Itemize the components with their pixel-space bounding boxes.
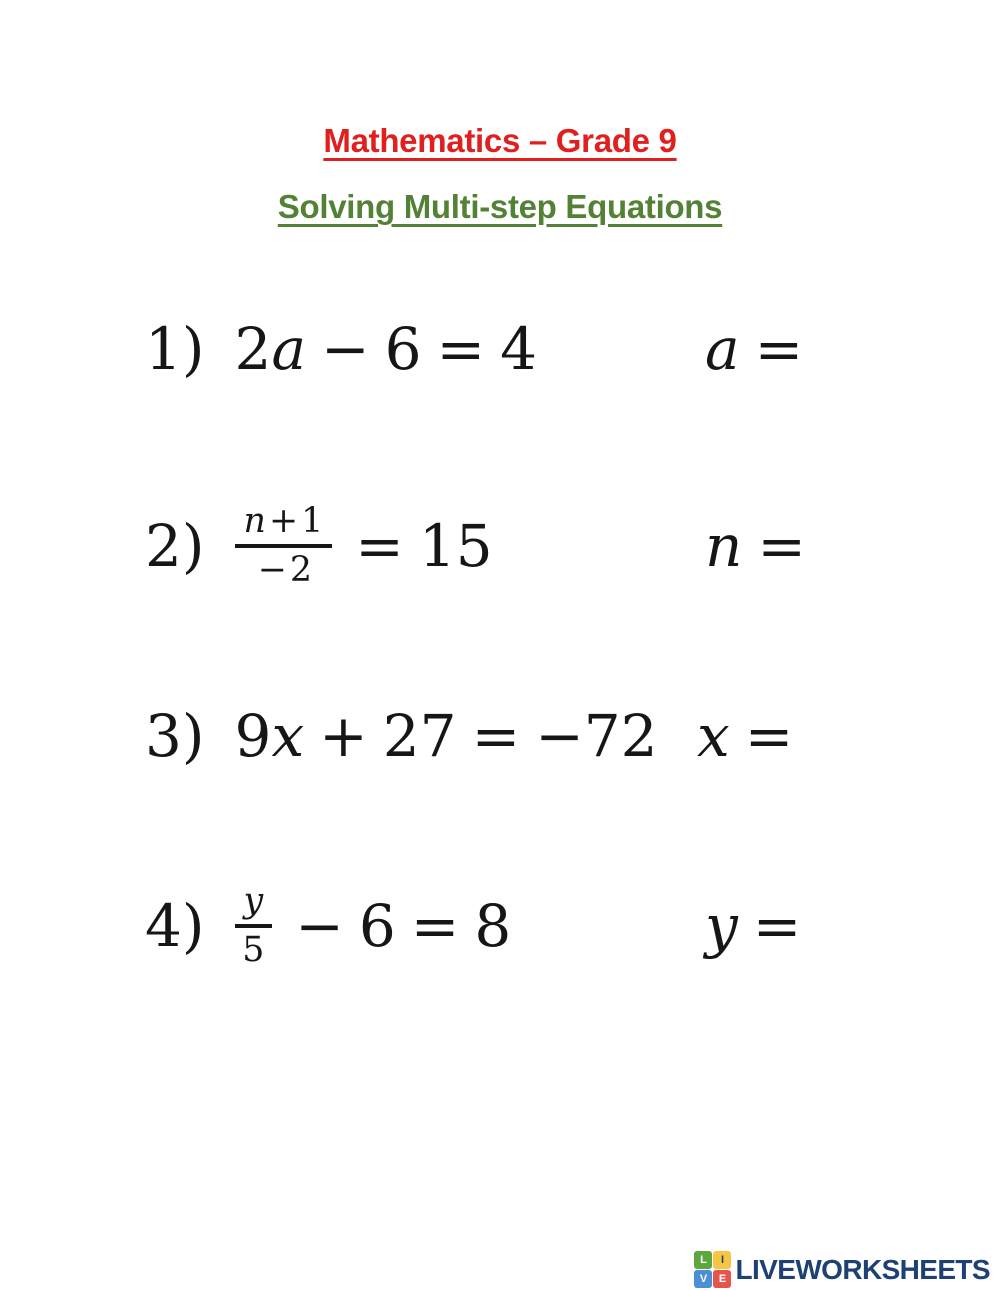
problem-equation xyxy=(235,315,538,383)
problem-row-2 xyxy=(145,487,960,605)
math-number: 15 xyxy=(418,512,493,580)
math-operator: = xyxy=(752,892,802,960)
problem-equation xyxy=(235,502,493,590)
fraction xyxy=(235,882,273,970)
math-number: 1 xyxy=(301,501,324,542)
answer-prompt xyxy=(705,892,816,960)
math-operator: = xyxy=(744,702,794,770)
math-variable: x xyxy=(271,702,305,770)
math-number: −72 xyxy=(535,702,658,770)
worksheet-title: Mathematics – Grade 9 xyxy=(323,122,677,159)
fraction-numerator xyxy=(235,502,333,548)
math-number: 2 xyxy=(234,315,272,383)
liveworksheets-logo-link[interactable] xyxy=(694,1251,990,1288)
math-variable: n xyxy=(243,501,266,542)
liveworksheets-icon xyxy=(694,1251,731,1288)
worksheet-subtitle: Solving Multi-step Equations xyxy=(277,188,723,225)
fraction-denominator xyxy=(255,548,312,590)
math-operator: = xyxy=(754,315,804,383)
math-variable: x xyxy=(697,702,730,770)
math-operator: + xyxy=(268,501,299,542)
problem-equation xyxy=(235,702,658,770)
math-number: 6 xyxy=(384,315,422,383)
logo-square-i: I xyxy=(713,1251,731,1269)
math-number: 6 xyxy=(358,892,396,960)
math-number: 8 xyxy=(474,892,512,960)
fraction-numerator xyxy=(235,882,273,928)
problem-row-3 xyxy=(145,700,960,772)
math-operator: − xyxy=(321,315,370,383)
math-variable: a xyxy=(705,315,740,383)
fraction xyxy=(235,502,333,590)
answer-prompt xyxy=(697,702,808,770)
math-operator: = xyxy=(436,315,486,383)
math-number: 4 xyxy=(500,315,538,383)
fraction-denominator xyxy=(242,928,264,970)
answer-prompt xyxy=(705,315,818,383)
math-operator: + xyxy=(319,702,368,770)
answer-prompt xyxy=(705,512,821,580)
logo-square-l: L xyxy=(694,1251,712,1269)
math-operator: = xyxy=(757,512,806,580)
problem-number: 4) xyxy=(145,892,205,960)
math-number: 5 xyxy=(242,930,265,970)
problem-equation xyxy=(235,882,512,970)
problem-number: 1) xyxy=(145,315,205,383)
math-operator: = xyxy=(410,892,460,960)
math-number: 9 xyxy=(234,702,272,770)
math-operator: = xyxy=(471,702,521,770)
math-variable: y xyxy=(243,881,264,922)
math-variable: a xyxy=(271,315,307,383)
math-number: 27 xyxy=(382,702,457,770)
problem-row-4 xyxy=(145,867,960,985)
math-operator: = xyxy=(355,512,404,580)
problem-row-1 xyxy=(145,313,960,385)
problem-number: 3) xyxy=(145,702,205,770)
brand-name: LIVEWORKSHEETS xyxy=(735,1253,990,1285)
math-number: 2 xyxy=(289,550,313,590)
math-variable: n xyxy=(705,512,743,580)
math-operator: − xyxy=(295,892,344,960)
logo-square-v: V xyxy=(694,1270,712,1288)
math-operator: − xyxy=(257,550,287,590)
logo-square-e: E xyxy=(713,1270,731,1288)
problem-number: 2) xyxy=(145,512,205,580)
math-variable: y xyxy=(705,892,738,960)
